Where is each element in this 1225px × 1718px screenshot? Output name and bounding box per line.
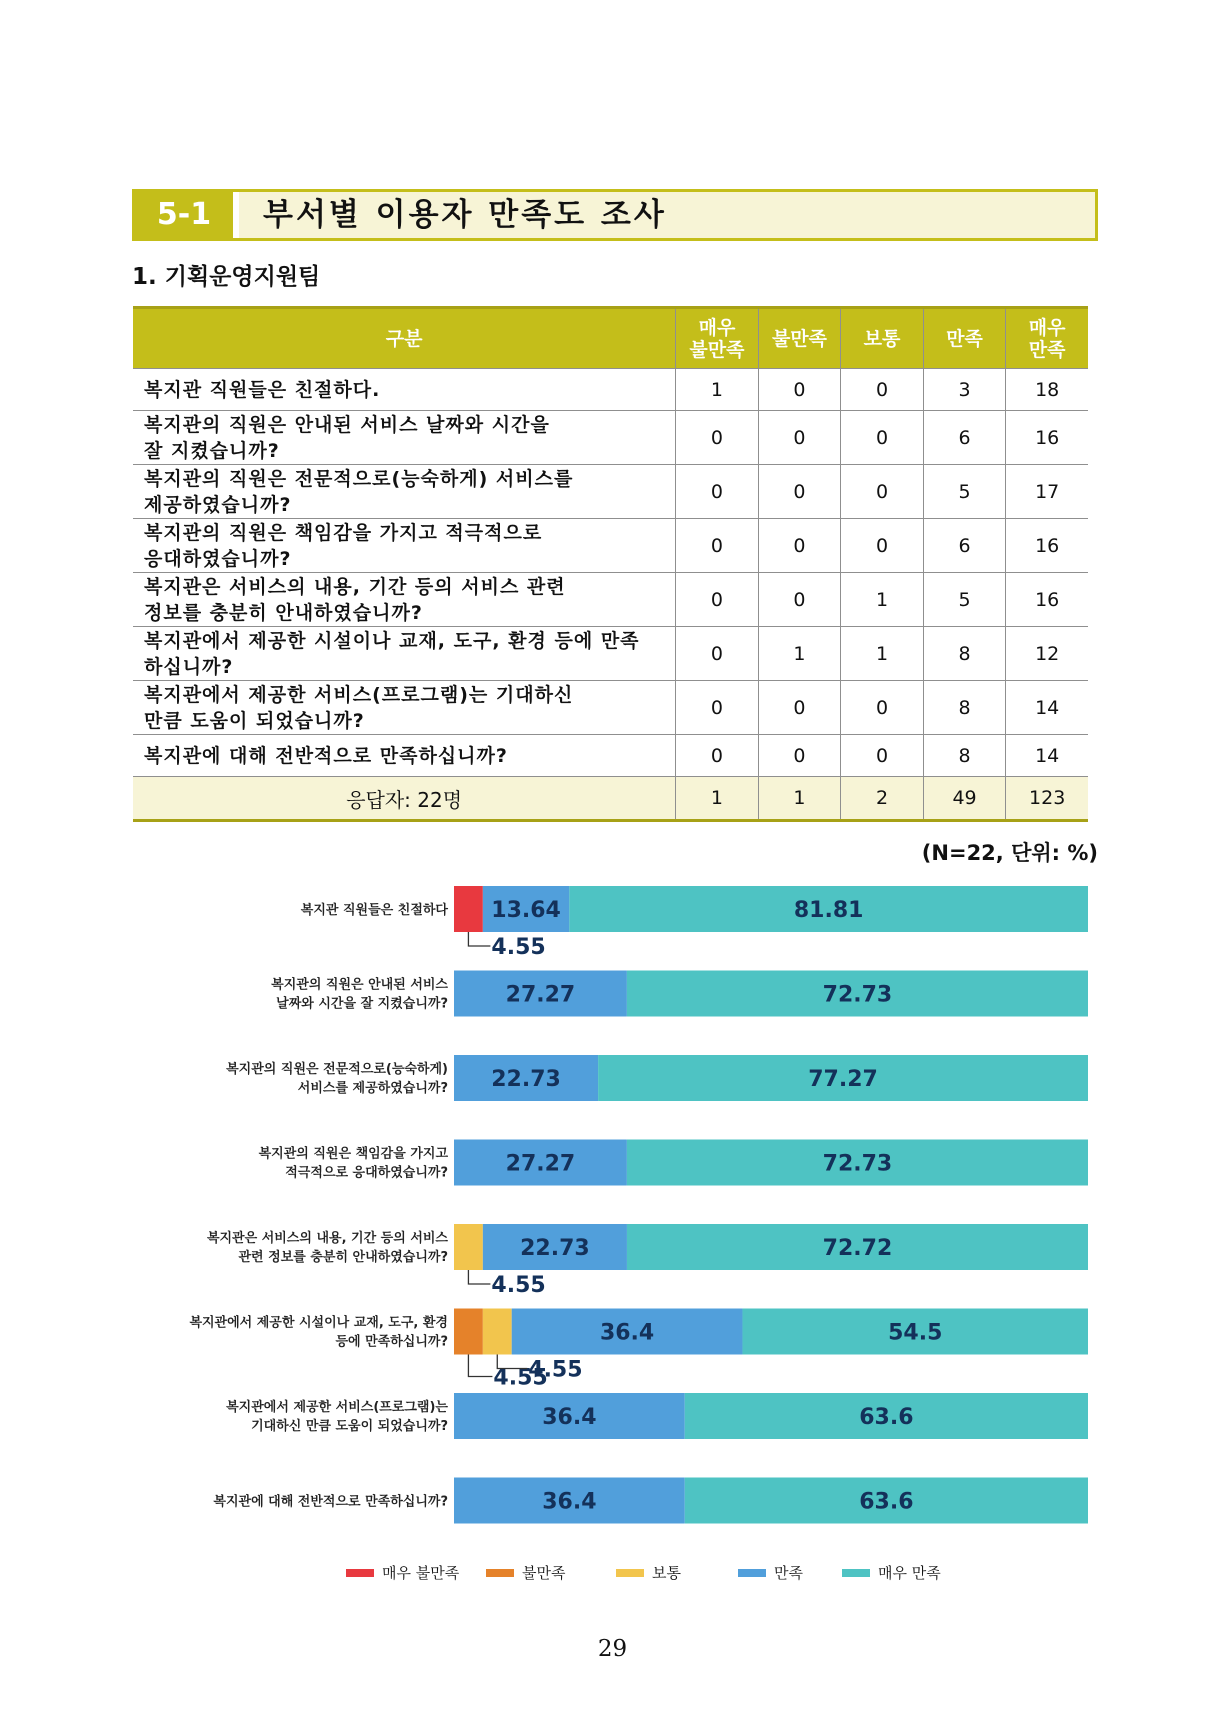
data-label: 77.27 <box>808 1067 878 1092</box>
value-cell: 1 <box>676 369 759 411</box>
category-label: 날짜와 시간을 잘 지켰습니까? <box>276 996 448 1012</box>
value-cell: 0 <box>676 573 759 627</box>
legend-swatch <box>486 1569 514 1577</box>
value-cell: 5 <box>923 465 1006 519</box>
value-cell: 16 <box>1006 519 1088 573</box>
category-label: 복지관에서 제공한 서비스(프로그램)는 <box>226 1400 448 1415</box>
legend-label: 매우 만족 <box>878 1564 941 1582</box>
data-label: 13.64 <box>491 898 561 923</box>
category-label: 복지관의 직원은 안내된 서비스 <box>271 977 448 993</box>
value-cell: 8 <box>923 735 1006 777</box>
value-cell: 6 <box>923 411 1006 465</box>
value-cell: 0 <box>676 519 759 573</box>
value-cell: 0 <box>841 465 924 519</box>
data-label: 36.4 <box>542 1489 597 1515</box>
value-cell: 0 <box>841 519 924 573</box>
callout-label: 4.55 <box>491 1273 546 1298</box>
question-cell: 복지관에서 제공한 시설이나 교재, 도구, 환경 등에 만족 하십니까? <box>133 627 676 681</box>
value-cell: 1 <box>758 627 841 681</box>
legend-swatch <box>346 1569 374 1577</box>
value-cell: 0 <box>676 465 759 519</box>
callout-label: 4.55 <box>528 1357 583 1383</box>
value-cell: 0 <box>758 369 841 411</box>
value-cell: 14 <box>1006 735 1088 777</box>
category-label: 복지관에 대해 전반적으로 만족하십니까? <box>213 1494 448 1510</box>
chart-legend <box>0 1562 1225 1584</box>
value-cell: 8 <box>923 627 1006 681</box>
value-cell: 6 <box>923 519 1006 573</box>
unit-note: (N=22, 단위: %) <box>921 841 1098 865</box>
value-cell: 3 <box>923 369 1006 411</box>
callout-label: 4.55 <box>491 935 546 960</box>
category-label: 복지관은 서비스의 내용, 기간 등의 서비스 <box>206 1231 448 1246</box>
value-cell: 16 <box>1006 573 1088 627</box>
legend-label: 보통 <box>652 1564 681 1582</box>
satisfaction-table <box>133 306 1088 822</box>
value-cell: 0 <box>841 411 924 465</box>
category-label: 적극적으로 응대하였습니까? <box>285 1165 448 1181</box>
value-cell: 0 <box>758 411 841 465</box>
value-cell: 0 <box>676 681 759 735</box>
data-label: 81.81 <box>793 898 864 923</box>
value-cell: 0 <box>758 573 841 627</box>
header-satisfied: 만족 <box>923 308 1006 369</box>
question-cell: 복지관에서 제공한 서비스(프로그램)는 기대하신 만큼 도움이 되었습니까? <box>133 681 676 735</box>
total-value-cell: 1 <box>758 777 841 821</box>
stacked-bar-chart <box>0 870 1225 1560</box>
data-label: 72.72 <box>822 1236 893 1261</box>
value-cell: 0 <box>841 681 924 735</box>
section-title: 부서별 이용자 만족도 조사 <box>263 197 667 233</box>
header-category: 구분 <box>133 308 676 369</box>
data-label: 22.73 <box>520 1236 590 1261</box>
legend-item <box>486 1562 565 1583</box>
question-cell: 복지관 직원들은 친절하다. <box>133 369 676 411</box>
data-label: 63.6 <box>859 1405 914 1430</box>
data-label: 36.4 <box>599 1320 655 1346</box>
legend-item <box>738 1562 803 1583</box>
data-label: 72.73 <box>822 982 893 1008</box>
value-cell: 0 <box>841 369 924 411</box>
page-number: 29 <box>597 1636 628 1662</box>
value-cell: 16 <box>1006 411 1088 465</box>
table-row <box>133 411 1088 465</box>
question-cell: 복지관의 직원은 안내된 서비스 날짜와 시간을 잘 지켰습니까? <box>133 411 676 465</box>
data-label: 54.5 <box>888 1320 943 1346</box>
header-dissatisfied: 불만족 <box>758 308 841 369</box>
legend-label: 만족 <box>774 1564 803 1582</box>
total-row <box>133 777 1088 821</box>
callout-line <box>468 1270 490 1284</box>
value-cell: 0 <box>676 411 759 465</box>
category-label: 복지관의 직원은 책임감을 가지고 <box>258 1146 448 1162</box>
header-very-satisfied: 매우 만족 <box>1006 308 1088 369</box>
value-cell: 0 <box>676 627 759 681</box>
bar-segment <box>454 1309 483 1355</box>
callout-line <box>468 932 490 946</box>
bar-segment <box>454 886 483 932</box>
data-label: 63.6 <box>859 1489 914 1515</box>
value-cell: 0 <box>758 681 841 735</box>
category-label: 복지관에서 제공한 시설이나 교재, 도구, 환경 <box>189 1315 448 1331</box>
value-cell: 0 <box>676 735 759 777</box>
value-cell: 0 <box>758 465 841 519</box>
question-cell: 복지관에 대해 전반적으로 만족하십니까? <box>133 735 676 777</box>
data-label: 36.4 <box>542 1405 597 1430</box>
section-number: 5-1 <box>135 192 239 238</box>
bar-segment <box>483 1309 512 1355</box>
value-cell: 0 <box>841 735 924 777</box>
table-row <box>133 627 1088 681</box>
total-value-cell: 49 <box>923 777 1006 821</box>
header-very-dissatisfied: 매우 불만족 <box>676 308 759 369</box>
value-cell: 1 <box>841 627 924 681</box>
subsection-title: 1. 기획운영지원팀 <box>132 264 321 290</box>
legend-label: 매우 불만족 <box>382 1564 460 1582</box>
category-label: 등에 만족하십니까? <box>335 1334 448 1350</box>
table-row <box>133 519 1088 573</box>
callout-line <box>468 1355 492 1377</box>
legend-item <box>616 1562 681 1583</box>
question-cell: 복지관의 직원은 전문적으로(능숙하게) 서비스를 제공하였습니까? <box>133 465 676 519</box>
data-label: 27.27 <box>505 982 576 1008</box>
value-cell: 18 <box>1006 369 1088 411</box>
value-cell: 8 <box>923 681 1006 735</box>
data-label: 22.73 <box>491 1067 561 1092</box>
value-cell: 0 <box>758 735 841 777</box>
category-label: 기대하신 만큼 도움이 되었습니까? <box>251 1419 448 1434</box>
legend-item <box>842 1562 941 1583</box>
table-row <box>133 735 1088 777</box>
table-row <box>133 573 1088 627</box>
value-cell: 5 <box>923 573 1006 627</box>
legend-swatch <box>616 1569 644 1577</box>
callout-label: 4.55 <box>493 1365 548 1391</box>
value-cell: 12 <box>1006 627 1088 681</box>
value-cell: 0 <box>758 519 841 573</box>
legend-label: 불만족 <box>522 1564 566 1582</box>
value-cell: 14 <box>1006 681 1088 735</box>
legend-item <box>346 1562 459 1583</box>
data-label: 27.27 <box>505 1151 576 1177</box>
category-label: 복지관의 직원은 전문적으로(능숙하게) <box>226 1062 448 1077</box>
category-label: 관련 정보를 충분히 안내하였습니까? <box>238 1250 448 1265</box>
table-row <box>133 369 1088 411</box>
data-label: 72.73 <box>822 1151 893 1177</box>
legend-swatch <box>738 1569 766 1577</box>
legend-swatch <box>842 1569 870 1577</box>
question-cell: 복지관은 서비스의 내용, 기간 등의 서비스 관련 정보를 충분히 안내하였습니까? <box>133 573 676 627</box>
value-cell: 1 <box>841 573 924 627</box>
total-value-cell: 1 <box>676 777 759 821</box>
table-row <box>133 465 1088 519</box>
total-value-cell: 123 <box>1006 777 1088 821</box>
question-cell: 복지관의 직원은 책임감을 가지고 적극적으로 응대하였습니까? <box>133 519 676 573</box>
total-value-cell: 2 <box>841 777 924 821</box>
table-header-row <box>133 308 1088 369</box>
section-title-bar <box>132 189 1098 241</box>
bar-segment <box>454 1224 483 1270</box>
category-label: 복지관 직원들은 친절하다 <box>300 903 448 918</box>
value-cell: 17 <box>1006 465 1088 519</box>
total-label: 응답자: 22명 <box>133 777 676 821</box>
header-neutral: 보통 <box>841 308 924 369</box>
table-row <box>133 681 1088 735</box>
category-label: 서비스를 제공하였습니까? <box>297 1081 448 1096</box>
